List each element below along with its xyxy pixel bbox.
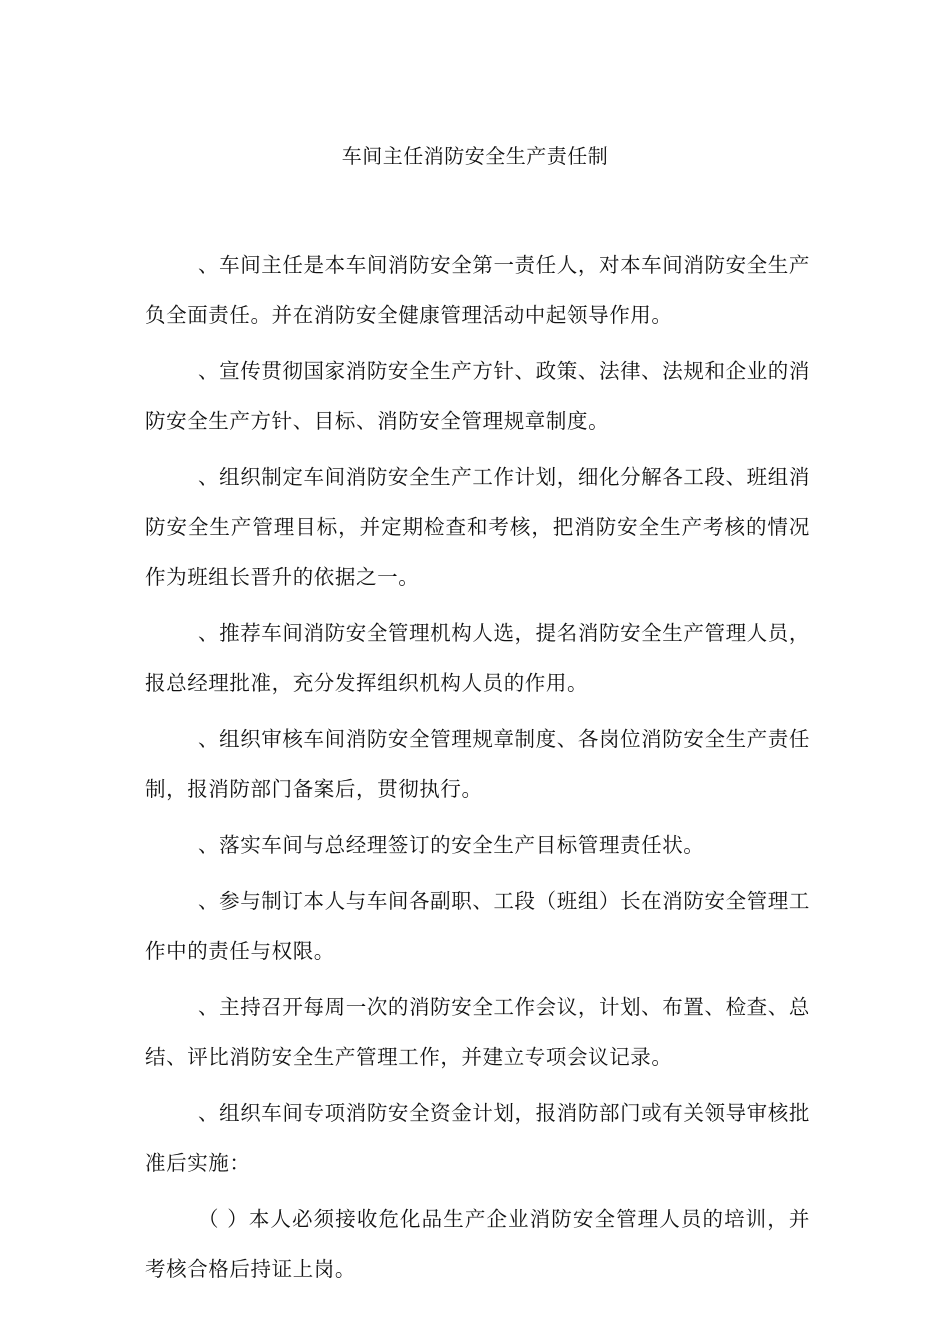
paragraph: （ ）本人必须接收危化品生产企业消防安全管理人员的培训，并考核合格后持证上岗。 [145,1207,810,1281]
document-title: 车间主任消防安全生产责任制 [341,144,609,168]
paragraph: 、车间主任是本车间消防安全第一责任人，对本车间消防安全生产负全面责任。并在消防安全健康管理活动中起领导作用。 [145,253,810,327]
paragraph: 、推荐车间消防安全管理机构人选，提名消防安全生产管理人员，报总经理批准，充分发挥组织机构人员的作用。 [145,621,810,695]
paragraph: 、组织审核车间消防安全管理规章制度、各岗位消防安全生产责任制，报消防部门备案后，贯彻执行。 [145,727,810,801]
paragraph: 、主持召开每周一次的消防安全工作会议，计划、布置、检查、总结、评比消防安全生产管理工作，并建立专项会议记录。 [145,995,810,1069]
paragraph: 、组织制定车间消防安全生产工作计划，细化分解各工段、班组消防安全生产管理目标，并定期检查和考核，把消防安全生产考核的情况作为班组长晋升的依据之一。 [145,465,810,589]
document-body [145,240,810,1300]
paragraph: 、落实车间与总经理签订的安全生产目标管理责任状。 [198,833,705,857]
paragraph: 、参与制订本人与车间各副职、工段（班组）长在消防安全管理工作中的责任与权限。 [145,889,810,963]
paragraph: 、宣传贯彻国家消防安全生产方针、政策、法律、法规和企业的消防安全生产方针、目标、消防安全管理规章制度。 [145,359,810,433]
paragraph: 、组织车间专项消防安全资金计划，报消防部门或有关领导审核批准后实施： [145,1101,810,1175]
